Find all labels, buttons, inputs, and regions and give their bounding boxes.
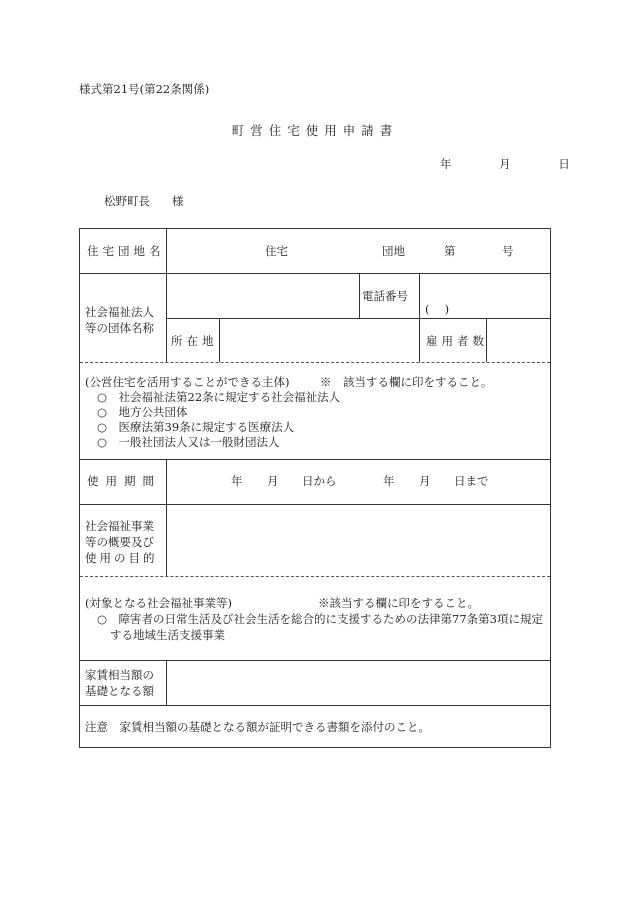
target-heading: (対象となる社会福祉事業等): [85, 596, 232, 610]
period-from-year: 年: [231, 474, 243, 488]
period-to-day: 日まで: [454, 474, 489, 488]
phone-label: 電話番号: [362, 289, 408, 303]
form-number: 様式第21号(第22条関係): [79, 82, 210, 96]
period-to-month: 月: [419, 474, 431, 488]
row-divider: [80, 660, 550, 661]
application-form-table: [79, 228, 551, 748]
period-label: 使用期間: [87, 474, 161, 488]
caution-note: 注意 家賃相当額の基礎となる額が証明できる書類を添付のこと。: [85, 720, 430, 734]
period-from-day: 日から: [302, 474, 337, 488]
row-divider: [166, 318, 550, 319]
eligibility-heading: (公営住宅を活用することができる主体): [85, 375, 290, 389]
purpose-label-line3: 使用の目的: [85, 551, 158, 565]
col-divider: [359, 273, 360, 318]
eligibility-note: ※ 該当する欄に印をすること。: [320, 375, 493, 389]
period-to-year: 年: [383, 474, 395, 488]
eligibility-option: ○ 医療法第39条に規定する医療法人: [97, 420, 295, 434]
row-divider: [80, 705, 550, 706]
purpose-label-line1: 社会福祉事業: [85, 519, 154, 533]
date-day: 日: [558, 157, 570, 171]
row-divider: [80, 273, 550, 274]
rent-label-line2: 基礎となる額: [85, 684, 154, 698]
eligibility-option: ○ 地方公共団体: [97, 405, 188, 419]
addressee: [104, 193, 184, 209]
date-month: 月: [499, 157, 511, 171]
target-option-line1: ○ 障害者の日常生活及び社会生活を総合的に支援するための法律第77条第3項に規定: [97, 612, 543, 626]
rent-label-line1: 家賃相当額の: [85, 668, 154, 682]
number-suffix: 号: [502, 244, 514, 258]
period-from-month: 月: [267, 474, 279, 488]
col-divider: [419, 273, 420, 362]
org-label-line2: 等の団体名称: [85, 321, 154, 335]
col-divider: [219, 318, 220, 362]
col-divider: [166, 660, 167, 705]
org-label-line1: 社会福祉法人: [85, 305, 154, 319]
addressee-name: 松野町長: [104, 194, 150, 208]
row-divider-dashed: [80, 362, 550, 363]
purpose-label-line2: 等の概要及び: [85, 535, 154, 549]
col-divider: [166, 229, 167, 362]
phone-paren: ( ): [425, 302, 450, 316]
addressee-honorific: 様: [172, 194, 184, 208]
date-year: 年: [440, 157, 452, 171]
target-option-line2: する地域生活支援事業: [110, 628, 225, 642]
eligibility-option: ○ 一般社団法人又は一般財団法人: [97, 435, 280, 449]
housing-label: 住宅団地名: [87, 244, 165, 258]
danchi-suffix: 団地: [382, 244, 405, 258]
number-prefix: 第: [444, 244, 456, 258]
target-note: ※該当する欄に印をすること。: [318, 596, 479, 610]
row-divider-dashed: [80, 576, 550, 577]
row-divider: [80, 504, 550, 505]
col-divider: [166, 459, 167, 576]
housing-suffix: 住宅: [265, 244, 288, 258]
employees-label: 雇用者数: [426, 334, 488, 348]
eligibility-option: ○ 社会福祉法第22条に規定する社会福祉法人: [97, 390, 341, 404]
document-title: 町営住宅使用申請書: [231, 123, 399, 138]
row-divider: [80, 459, 550, 460]
location-label: 所在地: [171, 334, 218, 348]
date-line: [440, 156, 594, 172]
